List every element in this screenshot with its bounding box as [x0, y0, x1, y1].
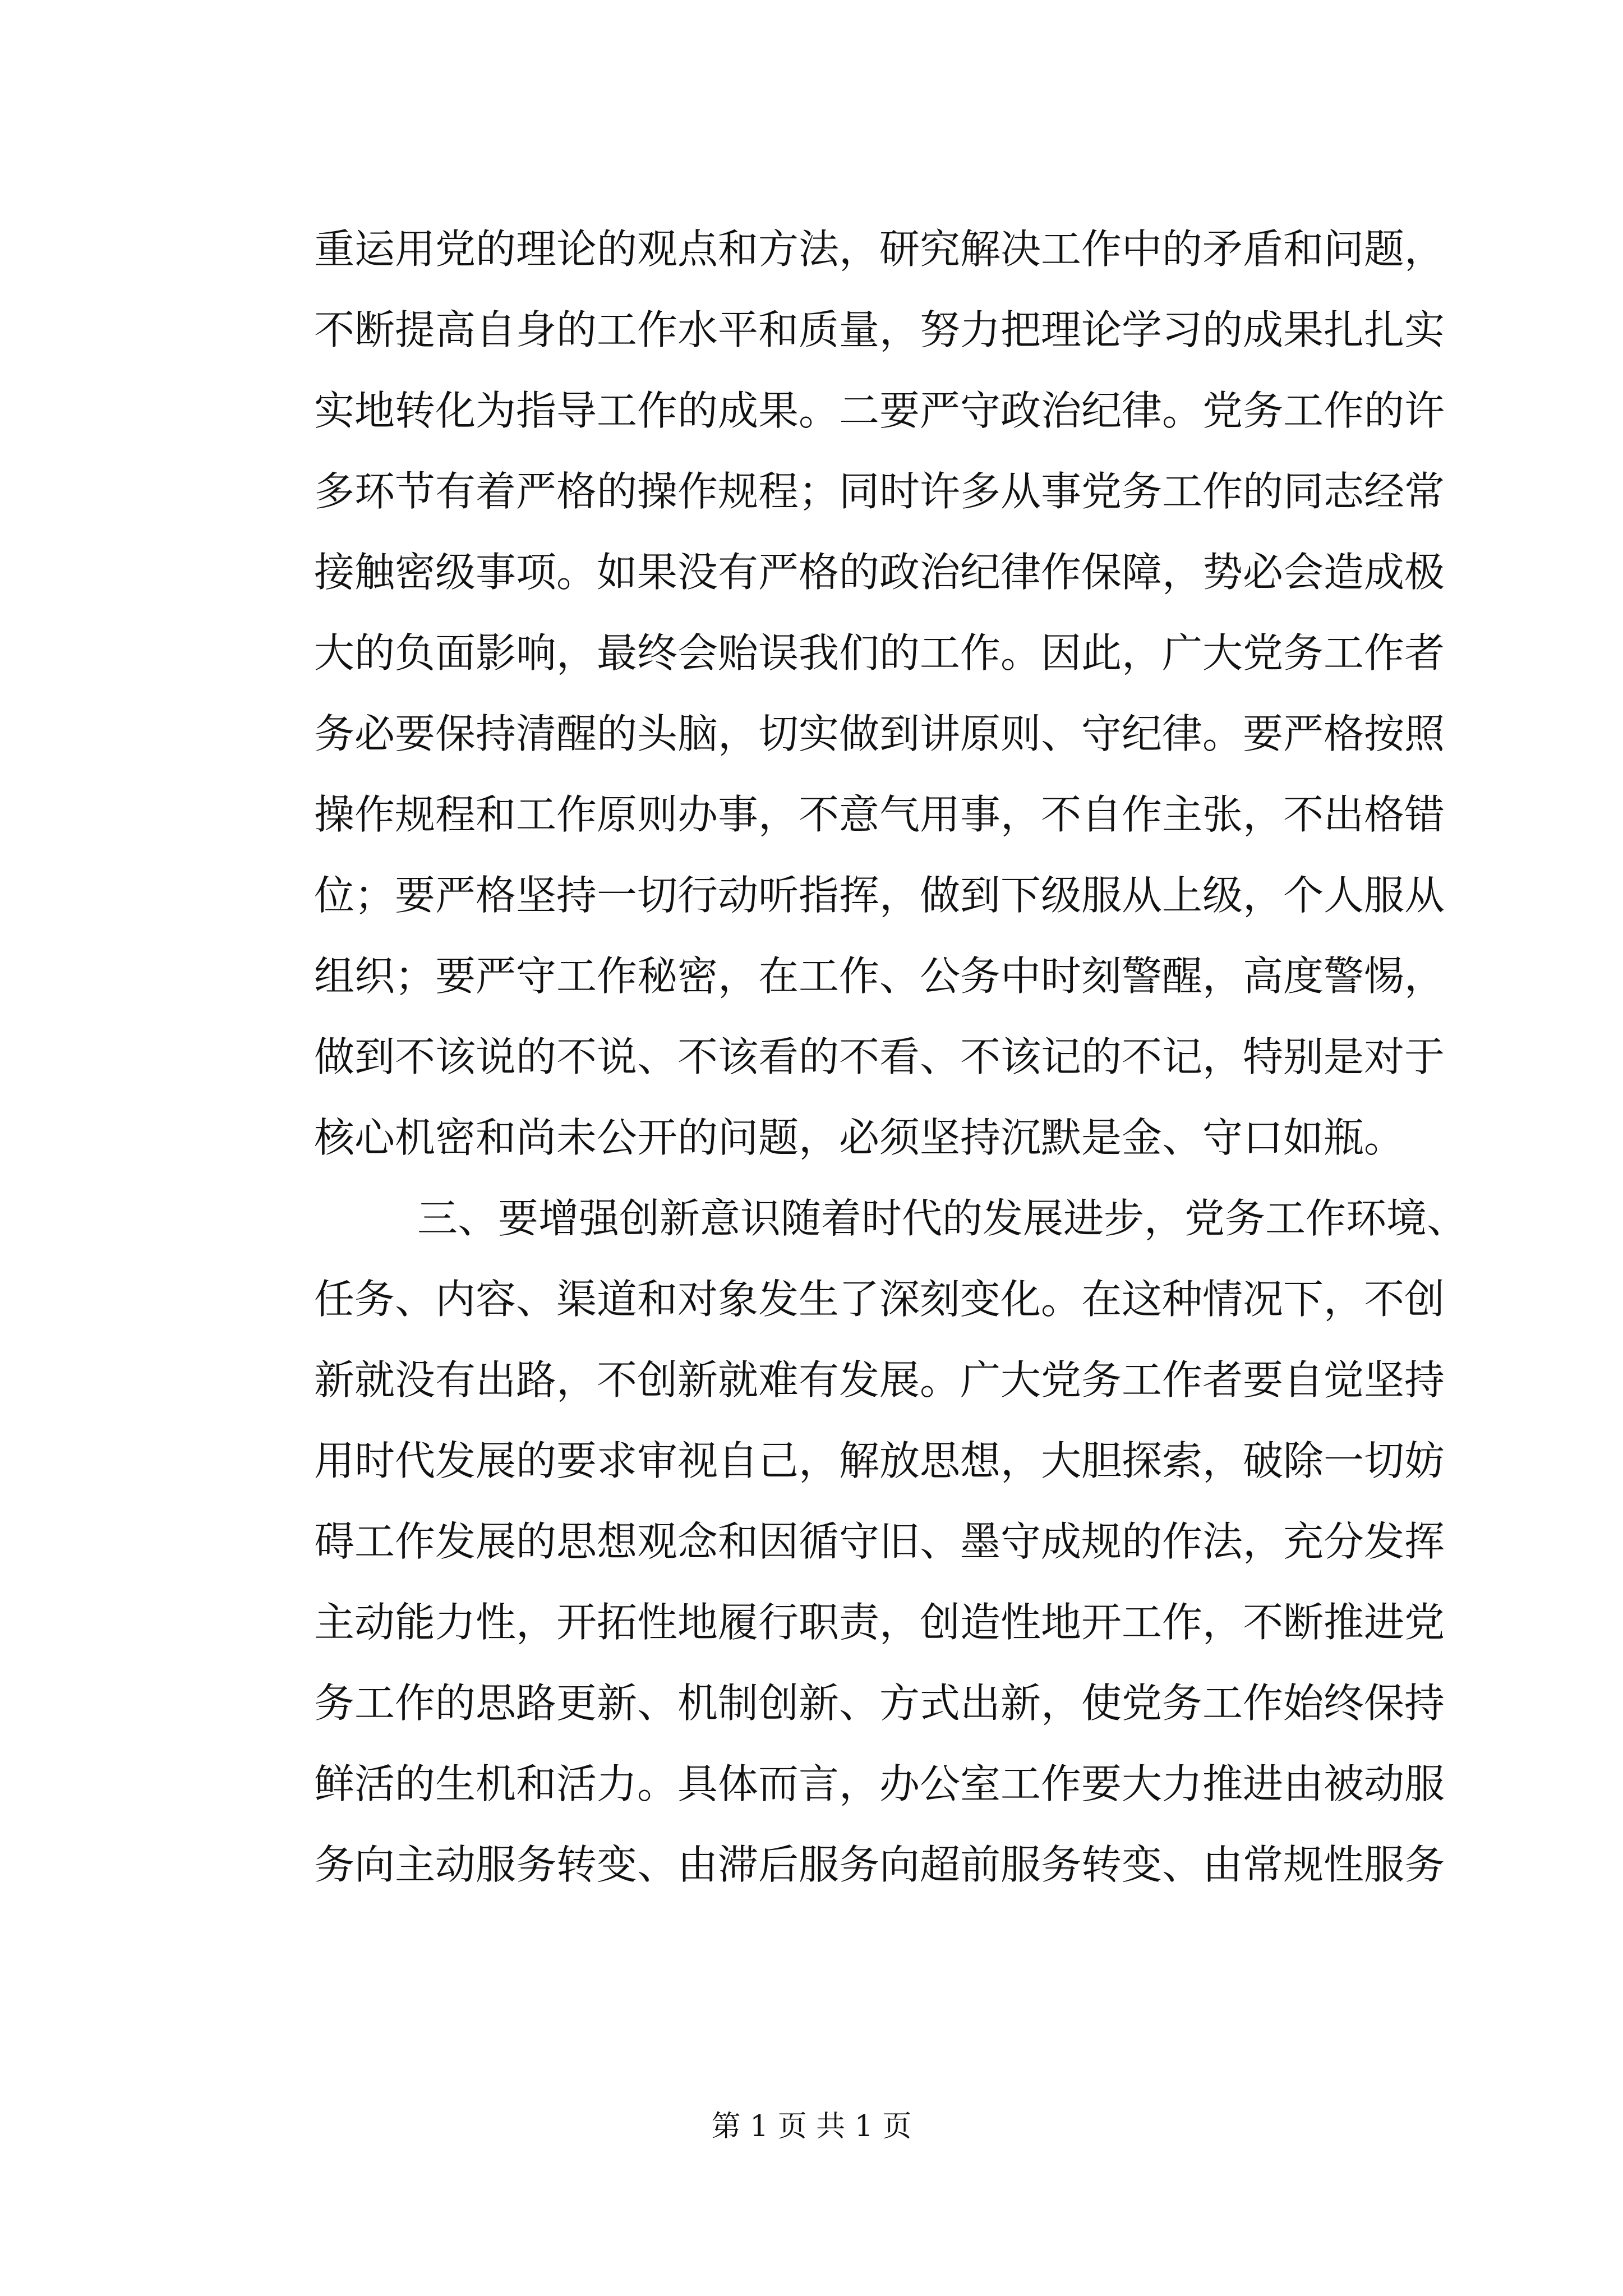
text-line: 不断提高自身的工作水平和质量，努力把理论学习的成果扎扎实	[314, 306, 1445, 353]
text-line: 用时代发展的要求审视自己，解放思想，大胆探索，破除一切妨	[314, 1437, 1445, 1484]
text-line: 新就没有出路，不创新就难有发展。广大党务工作者要自觉坚持	[314, 1356, 1445, 1404]
page-number-footer: 第 1 页 共 1 页	[711, 2110, 912, 2143]
text-line: 碍工作发展的思想观念和因循守旧、墨守成规的作法，充分发挥	[314, 1518, 1445, 1565]
text-line: 任务、内容、渠道和对象发生了深刻变化。在这种情况下，不创	[314, 1276, 1445, 1323]
text-line: 务必要保持清醒的头脑，切实做到讲原则、守纪律。要严格按照	[314, 710, 1445, 757]
paragraph-start-line: 三、要增强创新意识随着时代的发展进步，党务工作环境、	[417, 1195, 1468, 1242]
text-line: 核心机密和尚未公开的问题，必须坚持沉默是金、守口如瓶。	[314, 1114, 1405, 1161]
text-line: 做到不该说的不说、不该看的不看、不该记的不记，特别是对于	[314, 1033, 1445, 1080]
text-line: 大的负面影响，最终会贻误我们的工作。因此，广大党务工作者	[314, 629, 1445, 677]
text-line: 实地转化为指导工作的成果。二要严守政治纪律。党务工作的许	[314, 387, 1445, 434]
text-line: 主动能力性，开拓性地履行职责，创造性地开工作，不断推进党	[314, 1599, 1445, 1646]
text-line: 接触密级事项。如果没有严格的政治纪律作保障，势必会造成极	[314, 549, 1445, 596]
text-line: 位；要严格坚持一切行动听指挥，做到下级服从上级，个人服从	[314, 872, 1445, 919]
text-line: 务工作的思路更新、机制创新、方式出新，使党务工作始终保持	[314, 1680, 1445, 1727]
text-line: 务向主动服务转变、由滞后服务向超前服务转变、由常规性服务	[314, 1841, 1445, 1888]
text-line: 组织；要严守工作秘密，在工作、公务中时刻警醒，高度警惕，	[314, 953, 1445, 1000]
text-line: 重运用党的理论的观点和方法，研究解决工作中的矛盾和问题，	[314, 226, 1445, 273]
text-line: 多环节有着严格的操作规程；同时许多从事党务工作的同志经常	[314, 468, 1445, 515]
text-line: 操作规程和工作原则办事，不意气用事，不自作主张，不出格错	[314, 791, 1445, 838]
text-line: 鲜活的生机和活力。具体而言，办公室工作要大力推进由被动服	[314, 1760, 1445, 1807]
